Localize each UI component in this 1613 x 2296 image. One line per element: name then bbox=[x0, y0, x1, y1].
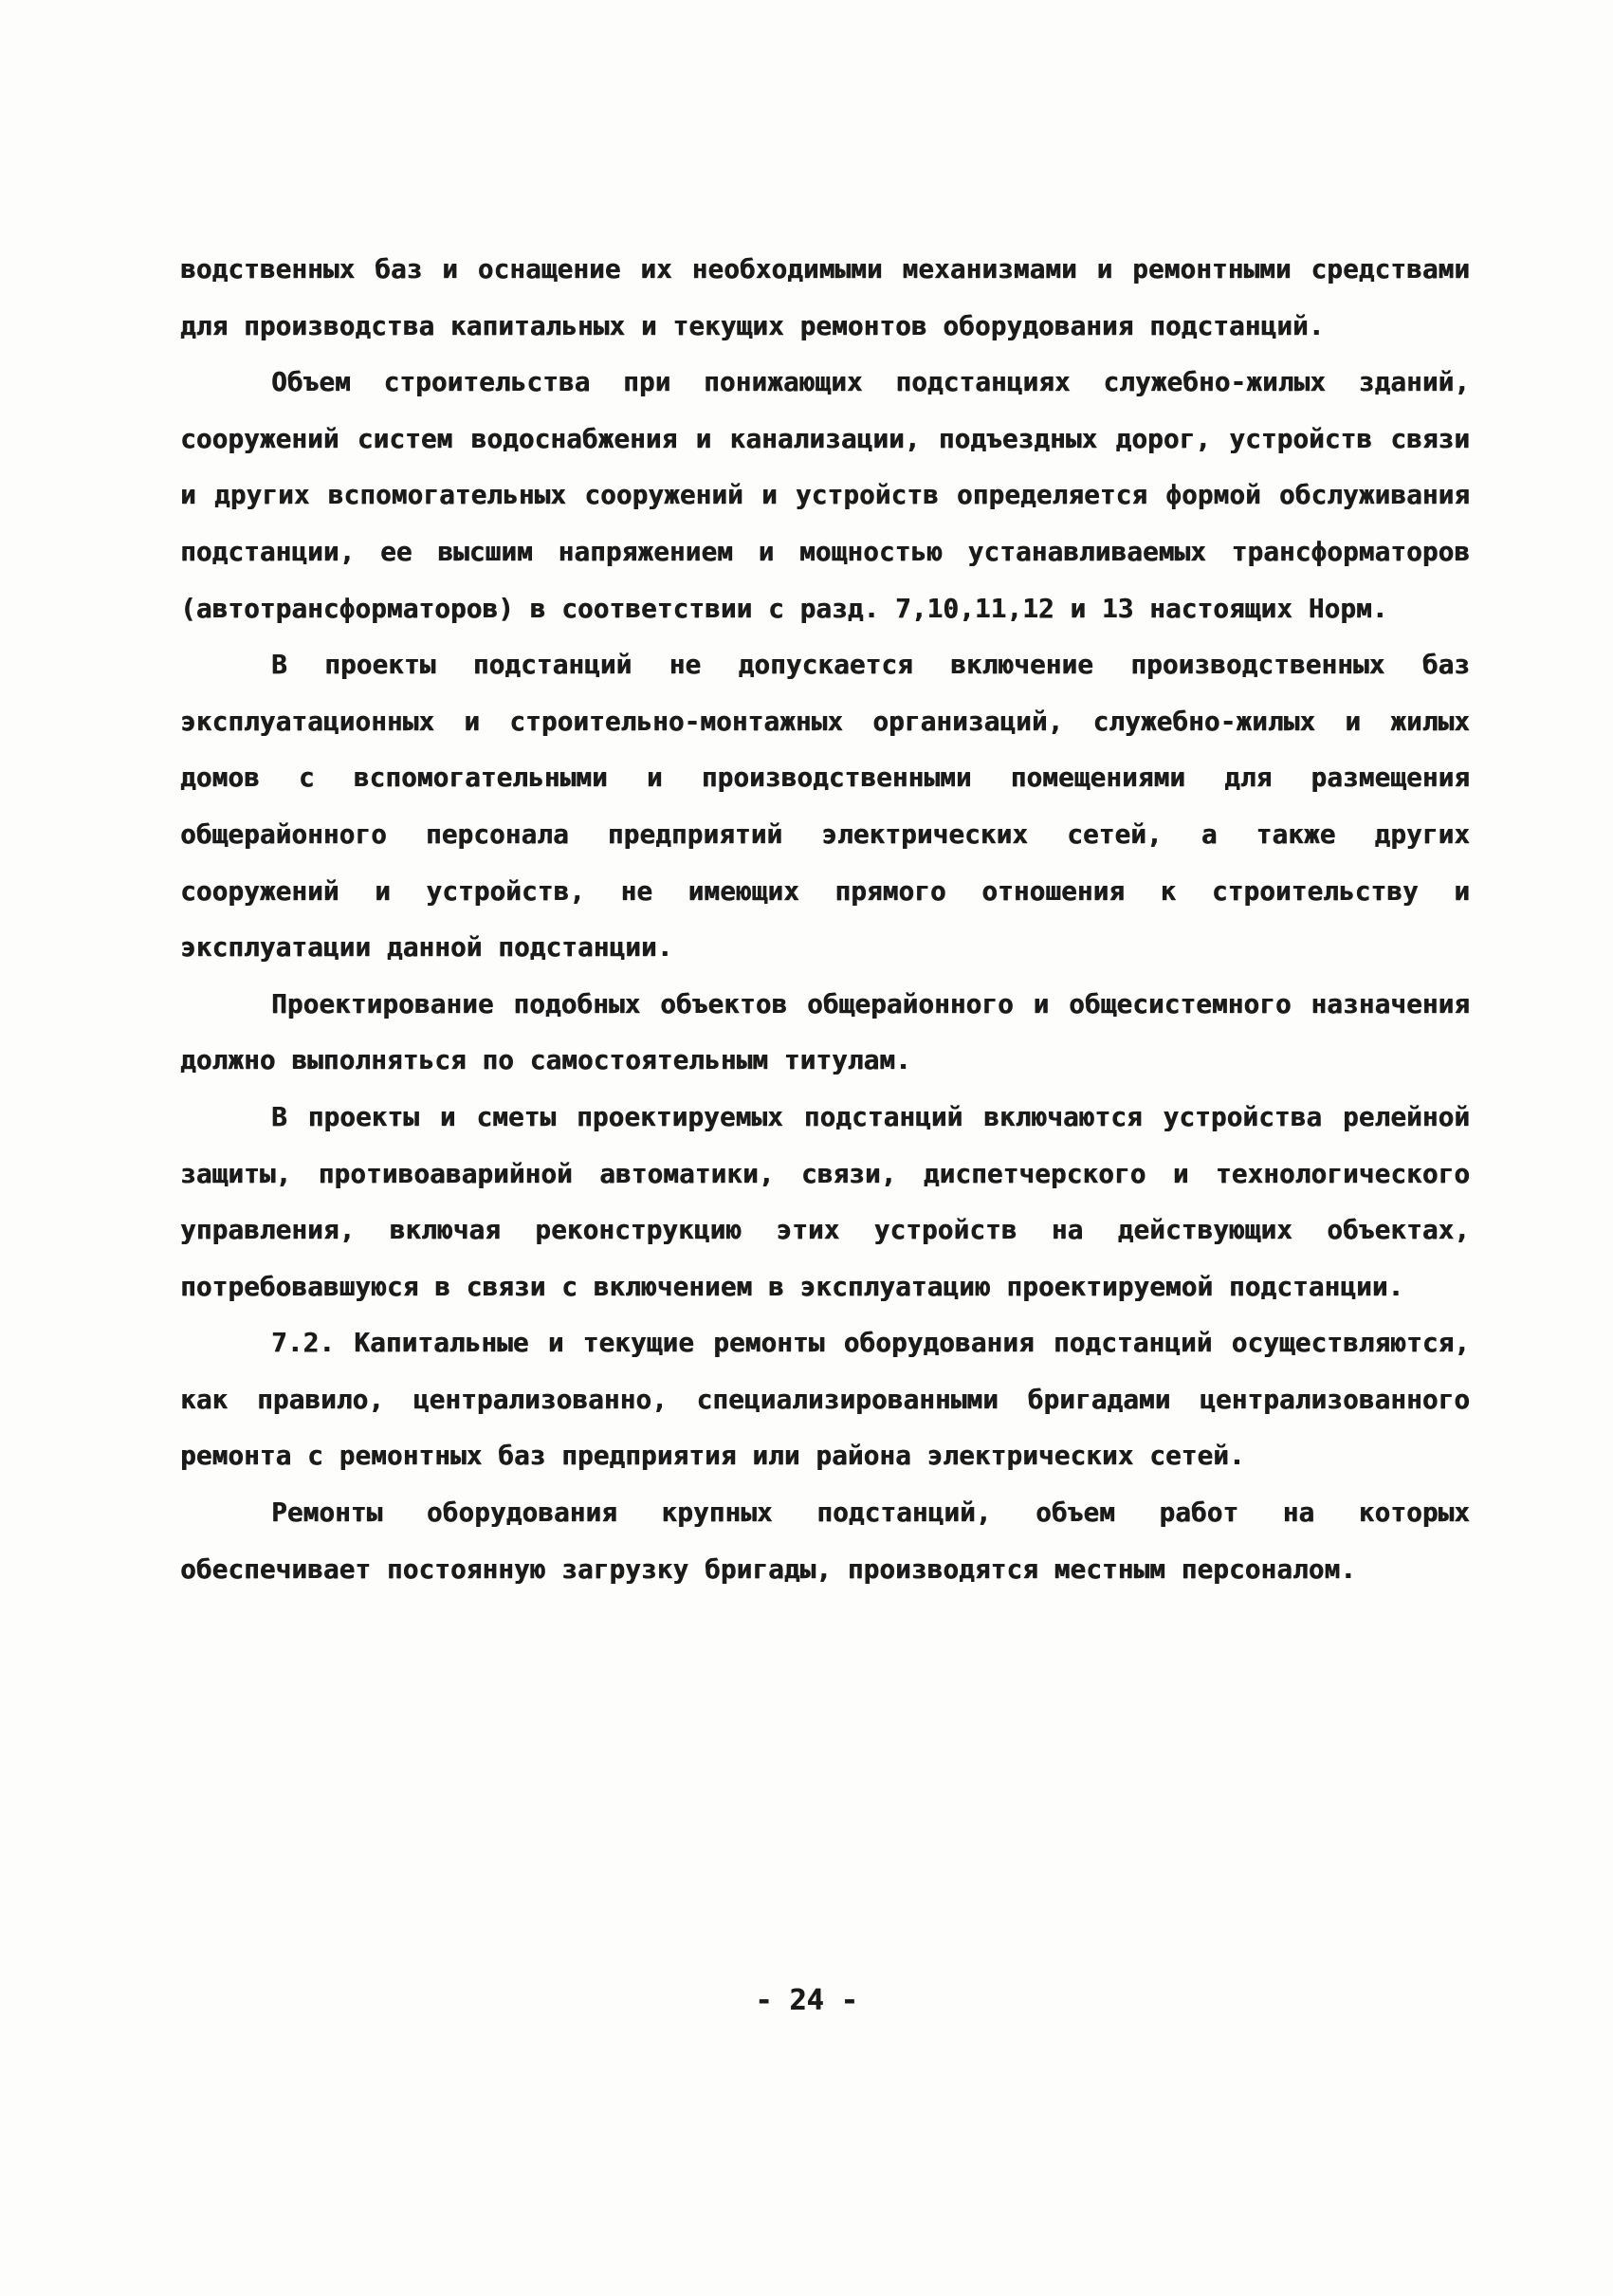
paragraph-construction-volume: Объем строительства при понижающих подстанциях служебно-жилых зданий, сооружений систем водоснабжения и канализации, подъездных дорог, устройств связи и других вспомогательных сооружений и устройств определяется формой обслуживания подстанции, ее высшим напряжением и мощностью устанавливаемых трансформаторов (автотрансформаторов) в соответствии с разд. 7,10,11,12 и 13 настоящих Норм. bbox=[180, 367, 1470, 624]
paragraph-exclusions: В проекты подстанций не допускается включение производственных баз эксплуатационных и строительно-монтажных организаций, служебно-жилых и жилых домов с вспомогательными и производственными помещениями для размещения общерайонного персонала предприятий электрических сетей, а также других сооружений и устройств, не имеющих прямого отношения к строительству и эксплуатации данной подстанции. bbox=[180, 650, 1470, 964]
paragraph-separate-titles: Проектирование подобных объектов общерайонного и общесистемного назначения должно выполняться по самостоятельным титулам. bbox=[180, 988, 1470, 1076]
paragraph-included-devices: В проекты и сметы проектируемых подстанций включаются устройства релейной защиты, противоаварийной автоматики, связи, диспетчерского и технологического управления, включая реконструкцию этих устройств на действующих объектах, потребовавшуюся в связи с включением в эксплуатацию проектируемой подстанции. bbox=[180, 1101, 1470, 1302]
body-text bbox=[180, 242, 1470, 1598]
paragraph-continuation: водственных баз и оснащение их необходимыми механизмами и ремонтными средствами для производства капитальных и текущих ремонтов оборудования подстанций. bbox=[180, 254, 1470, 341]
page-number: - 24 - bbox=[755, 1984, 858, 2017]
paragraph-section-7-2: 7.2. Капитальные и текущие ремонты оборудования подстанций осуществляются, как правило, централизованно, специализированными бригадами централизованного ремонта с ремонтных баз предприятия или района электрических сетей. bbox=[180, 1328, 1470, 1472]
paragraph-large-substations: Ремонты оборудования крупных подстанций, объем работ на которых обеспечивает постоянную загрузку бригады, производятся местным персоналом. bbox=[180, 1497, 1470, 1585]
